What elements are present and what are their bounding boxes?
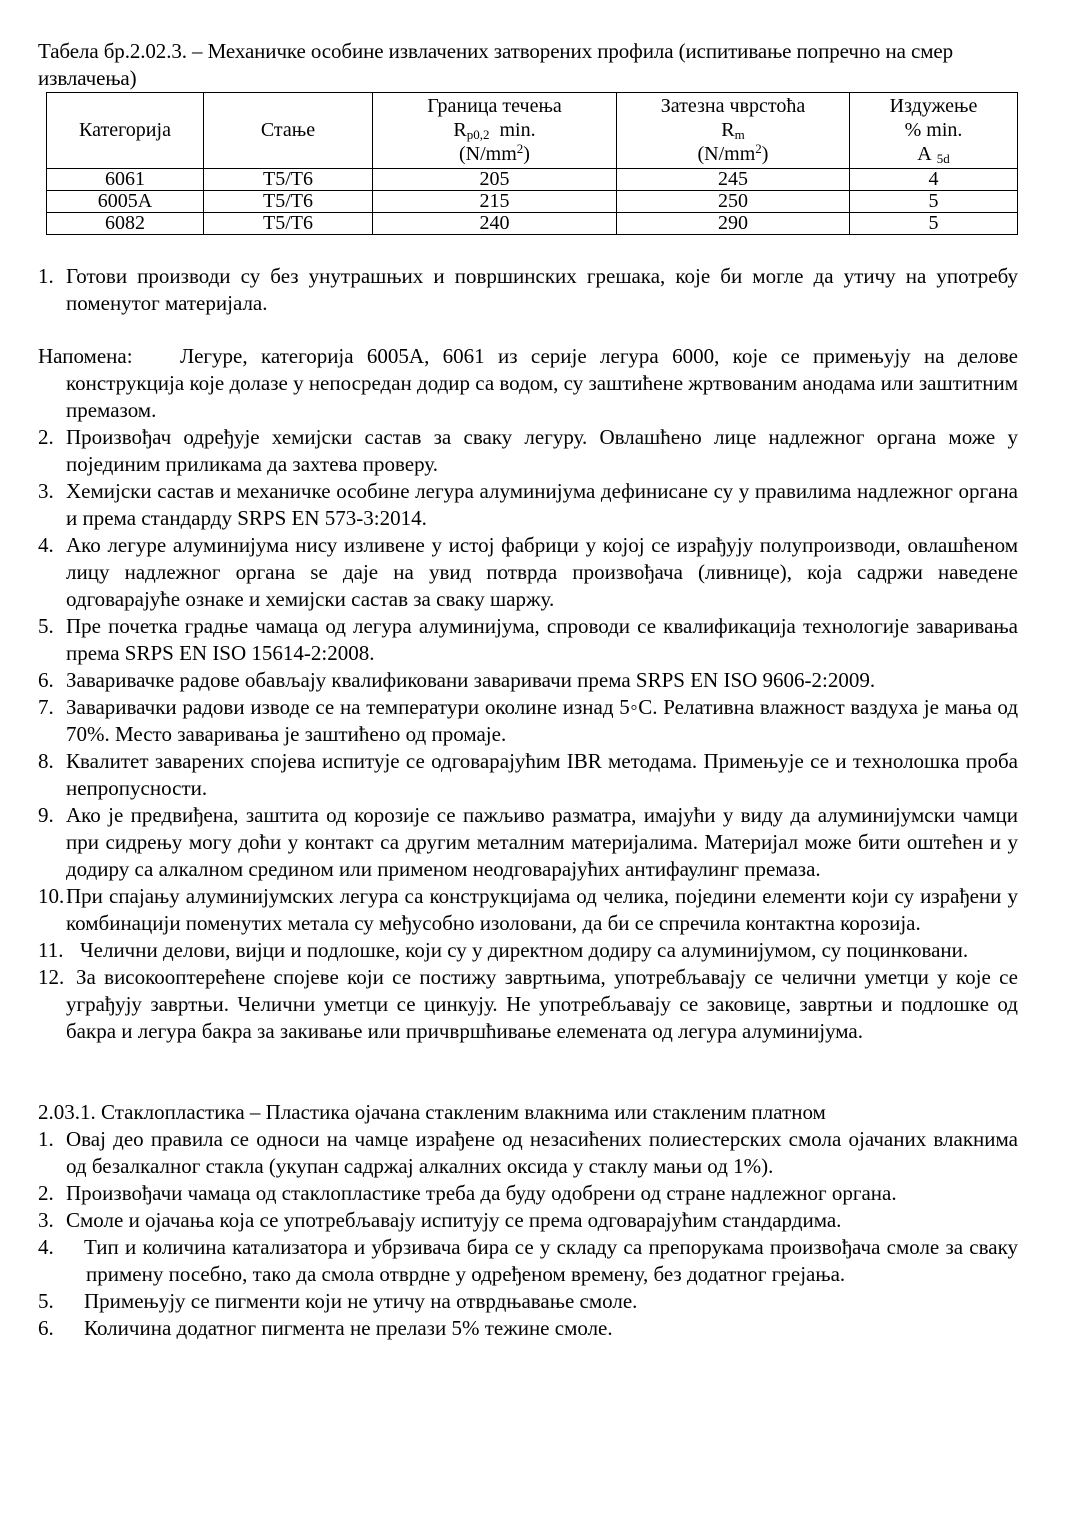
tensile-label: Затезна чврстоћа — [660, 95, 806, 117]
item-text: Тип и количина катализатора и убрзивача бира се у складу са препорукама произвођача смоле за сваку примену посебно, тако да смола отврдне у одређеном времену, без додатног грејања. — [84, 1235, 1018, 1286]
item-text: Количина додатног пигмента не прелази 5% тежине смоле. — [84, 1316, 613, 1340]
item-number: 4. — [38, 1235, 54, 1259]
item-number: 3. — [38, 479, 54, 503]
list-item — [38, 424, 1018, 478]
elongation-label: Издужење — [889, 95, 978, 117]
fiberglass-list — [38, 1126, 1018, 1342]
list-item — [38, 1126, 1018, 1180]
item-number: 8. — [38, 749, 54, 773]
table-header-row — [47, 93, 1018, 169]
list-item — [38, 1045, 1018, 1072]
cell-yield: 205 — [373, 169, 617, 191]
item-text: Примењују се пигменти који не утичу на отврдњавање смоле. — [84, 1289, 638, 1313]
note-paragraph — [38, 343, 1018, 424]
item-number: 10. — [38, 884, 65, 908]
item-number: 9. — [38, 803, 54, 827]
cell-elongation: 5 — [850, 213, 1018, 235]
cell-tensile: 245 — [617, 169, 850, 191]
note-label: Напомена: — [38, 344, 133, 368]
item-text: Овај део правила се односи на чамце израђене од незасићених полиестерских смола ојачаних влакнима од безалкалног стакла (укупан садржај алкалних оксида у стаклу мањи од 1%). — [66, 1127, 1018, 1178]
cell-condition: T5/T6 — [204, 169, 373, 191]
table-row — [47, 213, 1018, 235]
item-number: 5. — [38, 614, 54, 638]
header-category: Категорија — [47, 93, 204, 169]
cell-condition: T5/T6 — [204, 191, 373, 213]
list-item — [38, 478, 1018, 532]
requirements-list-continued — [38, 424, 1018, 1072]
mechanical-properties-table — [46, 92, 1018, 235]
tensile-unit-text: (N/mm — [697, 143, 756, 165]
elongation-min: % min. — [904, 119, 963, 141]
yield-min: min. — [499, 119, 536, 141]
item-text: Готови производи су без унутрашњих и површинских грешака, које би могле да утичу на употребу поменутог материјала. — [66, 264, 1018, 315]
item-number: 1. — [38, 1127, 54, 1151]
list-item — [38, 883, 1018, 937]
item-number: 4. — [38, 533, 54, 557]
cell-tensile: 290 — [617, 213, 850, 235]
yield-symbol: R — [453, 119, 467, 141]
tensile-subscript: m — [734, 127, 745, 142]
header-elongation — [850, 93, 1018, 169]
yield-label: Граница течења — [427, 95, 562, 117]
item-number: 6. — [38, 668, 54, 692]
item-number: 12. — [38, 965, 65, 989]
cell-category: 6061 — [47, 169, 204, 191]
tensile-unit-sup: 2 — [755, 141, 762, 156]
section-heading: 2.03.1. Стаклопластика – Пластика ојачана стакленим влакнима или стакленим платном — [38, 1100, 826, 1124]
list-item — [38, 802, 1018, 883]
note-text: Легуре, категорија 6005A, 6061 из серије легура 6000, које се примењују на делове конструкција које долазе у непосредан додир са водом, су заштићене жртвованим анодама или заштитним премазом. — [66, 344, 1018, 422]
item-number: 2. — [38, 425, 54, 449]
tensile-unit-close: ) — [761, 143, 769, 165]
list-item — [38, 263, 1018, 317]
elongation-symbol-line — [854, 142, 1013, 166]
list-item — [38, 694, 1018, 748]
item-text: Пре почетка градње чамаца од легура алуминијума, спроводи се квалификација технологије заваривања према SRPS EN ISO 15614-2:2008. — [66, 614, 1018, 665]
cell-elongation: 5 — [850, 191, 1018, 213]
list-item — [38, 1180, 1018, 1207]
item-number: 5. — [38, 1289, 54, 1313]
item-text: Хемијски састав и механичке особине легура алуминијума дефинисане су у правилима надлежног органа и према стандарду SRPS EN 573-3:2014. — [66, 479, 1018, 530]
list-item — [38, 1288, 1018, 1315]
cell-category: 6082 — [47, 213, 204, 235]
header-condition: Стање — [204, 93, 373, 169]
list-item — [38, 937, 1018, 964]
item-number: 2. — [38, 1181, 54, 1205]
header-yield-strength — [373, 93, 617, 169]
list-item — [38, 1315, 1018, 1342]
yield-unit — [377, 142, 612, 166]
list-item — [38, 667, 1018, 694]
item-text: Ако легуре алуминијума нису изливене у истој фабрици у којој се израђују полупроизводи, овлашћеном лицу надлежног органа se даје на увид потврда произвођача (ливнице), која садржи наведене одговарајуће ознаке и хемијски састав за сваку шаржу. — [66, 533, 1018, 611]
item-text: Произвођачи чамаца од стаклопластике треба да буду одобрени од стране надлежног органа. — [66, 1181, 897, 1205]
cell-elongation: 4 — [850, 169, 1018, 191]
cell-yield: 240 — [373, 213, 617, 235]
item-text: За високооптерећене спојеве који се постижу завртњима, употребљавају се челични уметци у које се уграђују завртњи. Челични уметци се цинкују. Не употребљавају се заковице, завртњи и подлошке од бакра и легура бакра за закивање или причвршћивање елемената од легура алуминијума. — [66, 965, 1018, 1043]
cell-condition: T5/T6 — [204, 213, 373, 235]
cell-yield: 215 — [373, 191, 617, 213]
item-number: 7. — [38, 695, 54, 719]
table-caption: Табела бр.2.02.3. – Механичке особине извлачених затворених профила (испитивање попречно на смер извлачења) — [38, 39, 954, 90]
requirements-list — [38, 263, 1018, 317]
elongation-symbol: A — [917, 143, 932, 165]
item-text: Квалитет заварених спојева испитује се одговарајућим IBR методама. Примењује се и технолошка проба непропусности. — [66, 749, 1018, 800]
item-text — [66, 1046, 80, 1070]
item-text: Заваривачке радове обављају квалификовани заваривачи према SRPS EN ISO 9606-2:2009. — [66, 668, 876, 692]
tensile-symbol-line — [621, 118, 845, 142]
item-text: При спајању алуминијумских легура са конструкцијама од челика, поједини елементи који су израђени у комбинацији поменутих метала су међусобно изоловани, да би се спречила контактна корозија. — [66, 884, 1018, 935]
yield-unit-text: (N/mm — [459, 143, 517, 165]
yield-symbol-line — [377, 118, 612, 142]
yield-unit-close: ) — [523, 143, 530, 165]
tensile-unit — [621, 142, 845, 166]
cell-tensile: 250 — [617, 191, 850, 213]
list-item — [38, 1234, 1018, 1288]
elongation-subscript: 5d — [936, 151, 950, 166]
table-row — [47, 169, 1018, 191]
yield-subscript: p0,2 — [466, 127, 490, 142]
table-row — [47, 191, 1018, 213]
list-item — [38, 964, 1018, 1045]
list-item — [38, 748, 1018, 802]
cell-category: 6005A — [47, 191, 204, 213]
header-tensile-strength — [617, 93, 850, 169]
item-number: 3. — [38, 1208, 54, 1232]
item-text: Заваривачки радови изводе се на температури околине изнад 5◦C. Релативна влажност ваздуха је мања од 70%. Место заваривања је заштићено од промаје. — [66, 695, 1018, 746]
yield-unit-sup: 2 — [516, 141, 524, 156]
list-item — [38, 1207, 1018, 1234]
item-text: Челични делови, вијци и подлошке, који су у директном додиру са алуминијумом, су поцинковани. — [80, 938, 969, 962]
item-text: Смоле и ојачања која се употребљавају испитују се према одговарајућим стандардима. — [66, 1208, 842, 1232]
item-text: Произвођач одређује хемијски састав за сваку легуру. Овлашћено лице надлежног органа може у појединим приликама да захтева проверу. — [66, 425, 1018, 476]
tensile-symbol: R — [721, 119, 735, 141]
item-number: 6. — [38, 1316, 54, 1340]
item-number: 11. — [38, 938, 64, 962]
item-text: Ако је предвиђена, заштита од корозије се пажљиво разматра, имајући у виду да алуминијумски чамци при сидрењу могу доћи у контакт са другим металним материјалима. Материјал може бити оштећен и у додиру са алкалном средином или применом неодговарајућих антифаулинг премаза. — [66, 803, 1018, 881]
list-item — [38, 613, 1018, 667]
list-item — [38, 532, 1018, 613]
item-number: 1. — [38, 264, 54, 288]
